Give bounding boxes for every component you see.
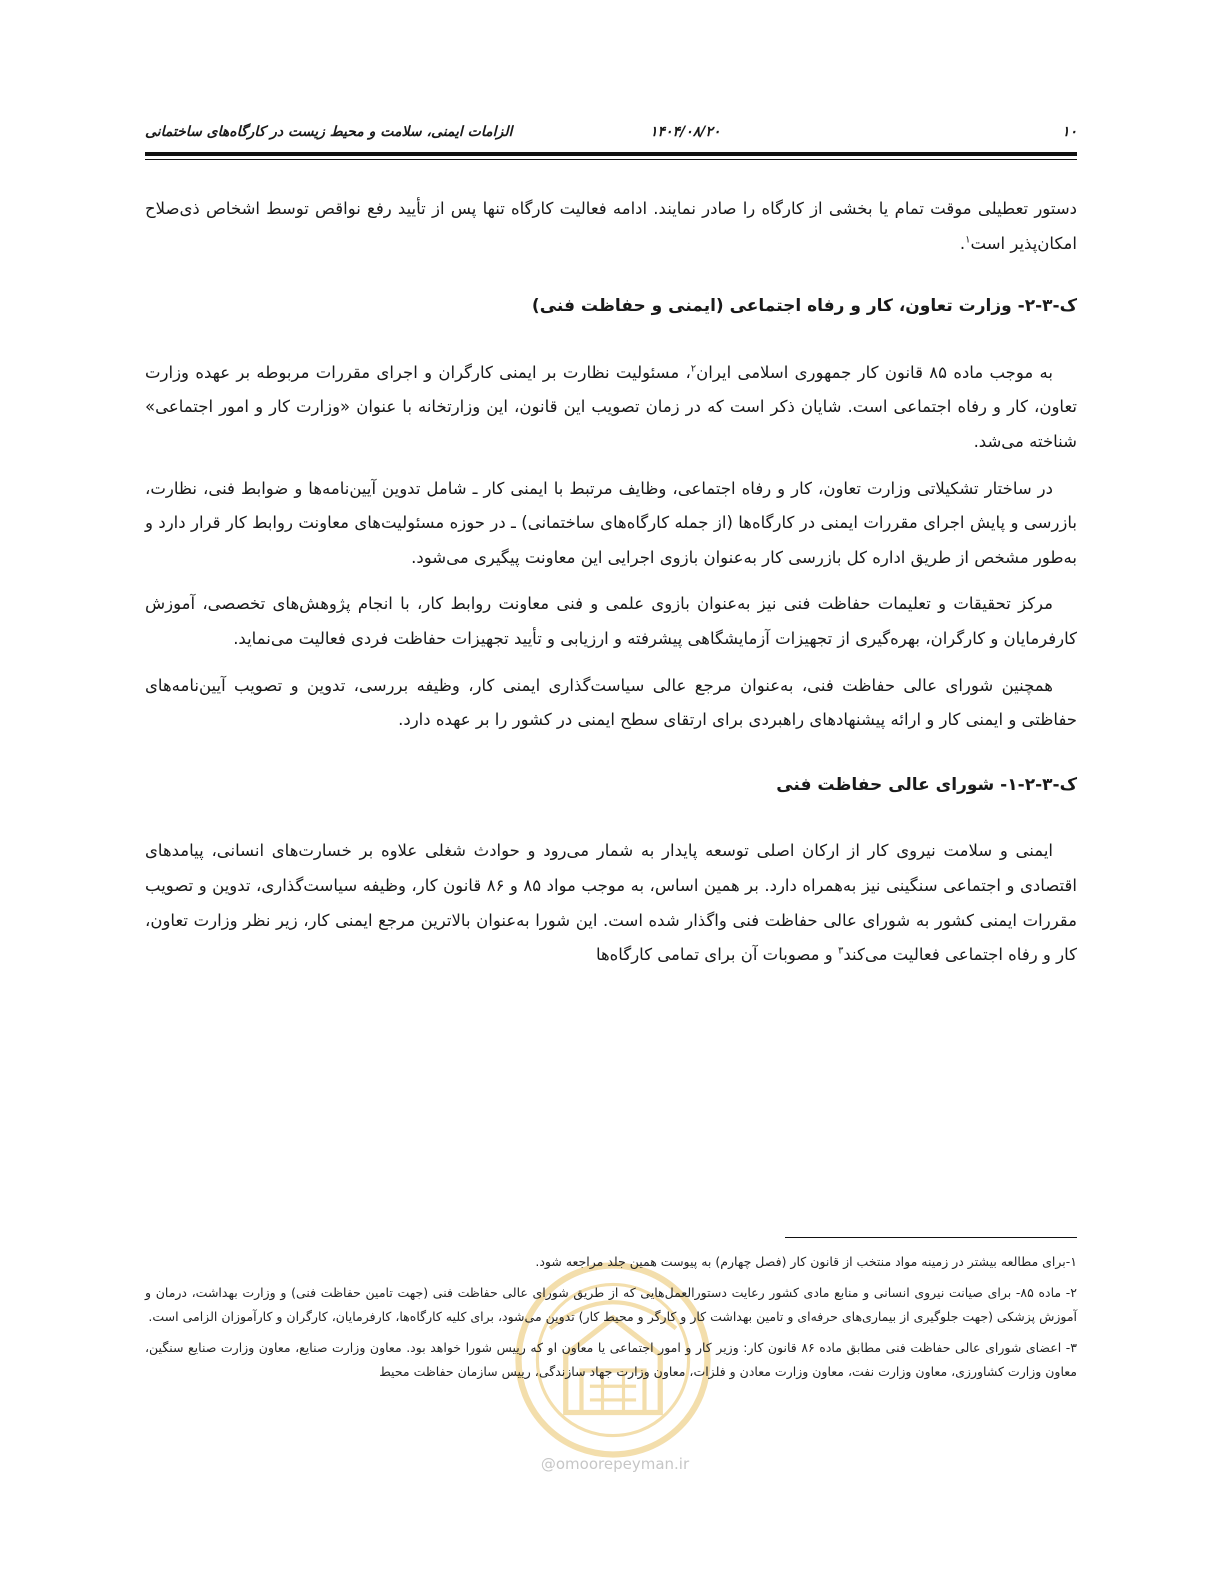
paragraph-continuation: دستور تعطیلی موقت تمام یا بخشی از کارگاه را صادر نمایند. ادامه فعالیت کارگاه تنها پس از تأیید رفع نواقص توسط اشخاص ذی‌صلاح امکان‌پذیر است$^۱$. [145,199,1077,253]
watermark-text: @omoorepeyman.ir [540,1455,690,1473]
section-heading-high-council: ک-۳-۲-۱- شورای عالی حفاظت فنی [776,774,1077,795]
footnote-2: ۲- ماده ۸۵- برای صیانت نیروی انسانی و منابع مادی کشور رعایت دستورالعمل‌هایی که از طریق شورای عالی حفاظت فنی (جهت تامین حفاظت فنی) و وزارت بهداشت، درمان و آموزش پزشکی (جهت جلوگیری از بیماری‌های حرفه‌ای و تامین بهداشت کار و کارگر و محیط کار) تدوین می‌شود، برای کلیه کارگاه‌ها، کارفرمایان، کارگران و کارآموزان الزامی است. [145,1284,1078,1325]
header-rule-thin [145,159,1077,160]
paragraph-organization: در ساختار تشکیلاتی وزارت تعاون، کار و رفاه اجتماعی، وظایف مرتبط با ایمنی کار ـ شامل تدوین آیین‌نامه‌ها و ضوابط فنی، نظارت، بازرسی و پایش اجرای مقررات ایمنی در کارگاه‌ها (از جمله کارگاه‌های ساختمانی) ـ در حوزه مسئولیت‌های معاونت روابط کار قرار دارد و به‌طور مشخص از طریق اداره کل بازرسی کار به‌عنوان بازوی اجرایی این معاونت پیگیری می‌شود. [145,478,1077,567]
footnote-3: ۳- اعضای شورای عالی حفاظت فنی مطابق ماده ۸۶ قانون کار: وزیر کار و امور اجتماعی یا معاون او که رییس شورا خواهد بود. معاون وزارت صنایع، معاون وزارت صنایع سنگین، معاون وزارت کشاورزی، معاون وزارت نفت، معاون وزارت معادن و فلزات، معاون وزارت جهاد سازندگی، رییس سازمان حفاظت محیط [145,1339,1077,1380]
footnote-1: ۱-برای مطالعه بیشتر در زمینه مواد منتخب از قانون کار (فصل چهارم) به پیوست همین جلد مراجعه شود. [535,1254,1077,1269]
footnote-separator [785,1237,1077,1238]
footnote-ref-2[interactable]: ۲ [690,363,697,375]
section-heading-ministry: ک-۳-۲- وزارت تعاون، کار و رفاه اجتماعی (ایمنی و حفاظت فنی) [531,296,1077,317]
footnote-ref-3[interactable]: ۳ [837,945,844,957]
paragraph-safety-health: ایمنی و سلامت نیروی کار از ارکان اصلی توسعه پایدار به شمار می‌رود و حوادث شغلی علاوه بر خسارت‌های انسانی، پیامدهای اقتصادی و اجتماعی سنگینی نیز به‌همراه دارد. بر همین اساس، به موجب مواد ۸۵ و ۸۶ قانون کار، وظیفه سیاست‌گذاری، تدوین و تصویب مقررات ایمنی کشور به شورای عالی حفاظت فنی واگذار شده است. این شورا به‌عنوان بالاترین مرجع ایمنی کار، زیر نظر وزارت تعاون، کار و رفاه اجتماعی فعالیت می‌کند$^۳$ و مصوبات آن برای تمامی کارگاه‌ها [145,841,1077,965]
paragraph-law-article-85: به موجب ماده ۸۵ قانون کار جمهوری اسلامی ایران$^۲$، مسئولیت نظارت بر ایمنی کارگران و اجرای مقررات مربوطه بر عهده وزارت تعاون، کار و رفاه اجتماعی است. شایان ذکر است که در زمان تصویب این قانون، این وزارتخانه با عنوان «وزارت کار و امور اجتماعی» شناخته می‌شد. [145,362,1077,451]
page-header [145,124,1077,146]
footnotes [145,1250,1077,1385]
main-content [145,192,1077,973]
page-number: ۱۰ [1061,124,1077,140]
footnote-ref-1[interactable]: ۱ [965,234,971,246]
paragraph-research-center: مرکز تحقیقات و تعلیمات حفاظت فنی نیز به‌عنوان بازوی علمی و فنی معاونت روابط کار، با انجام پژوهش‌های تخصصی، آموزش کارفرمایان و کارگران، بهره‌گیری از تجهیزات آزمایشگاهی پیشرفته و ارزیابی و تأیید تجهیزات حفاظت فردی فعالیت می‌نماید. [145,594,1077,648]
header-date: ۱۴۰۴/۰۸/۲۰ [650,124,721,140]
header-title: الزامات ایمنی، سلامت و محیط زیست در کارگاه‌های ساختمانی [145,124,513,140]
header-rule-thick [145,152,1077,156]
paragraph-high-council: همچنین شورای عالی حفاظت فنی، به‌عنوان مرجع عالی سیاست‌گذاری ایمنی کار، وظیفه بررسی، تدوین و تصویب آیین‌نامه‌های حفاظتی و ایمنی کار و ارائه پیشنهادهای راهبردی برای ارتقای سطح ایمنی در کشور را بر عهده دارد. [145,675,1077,730]
